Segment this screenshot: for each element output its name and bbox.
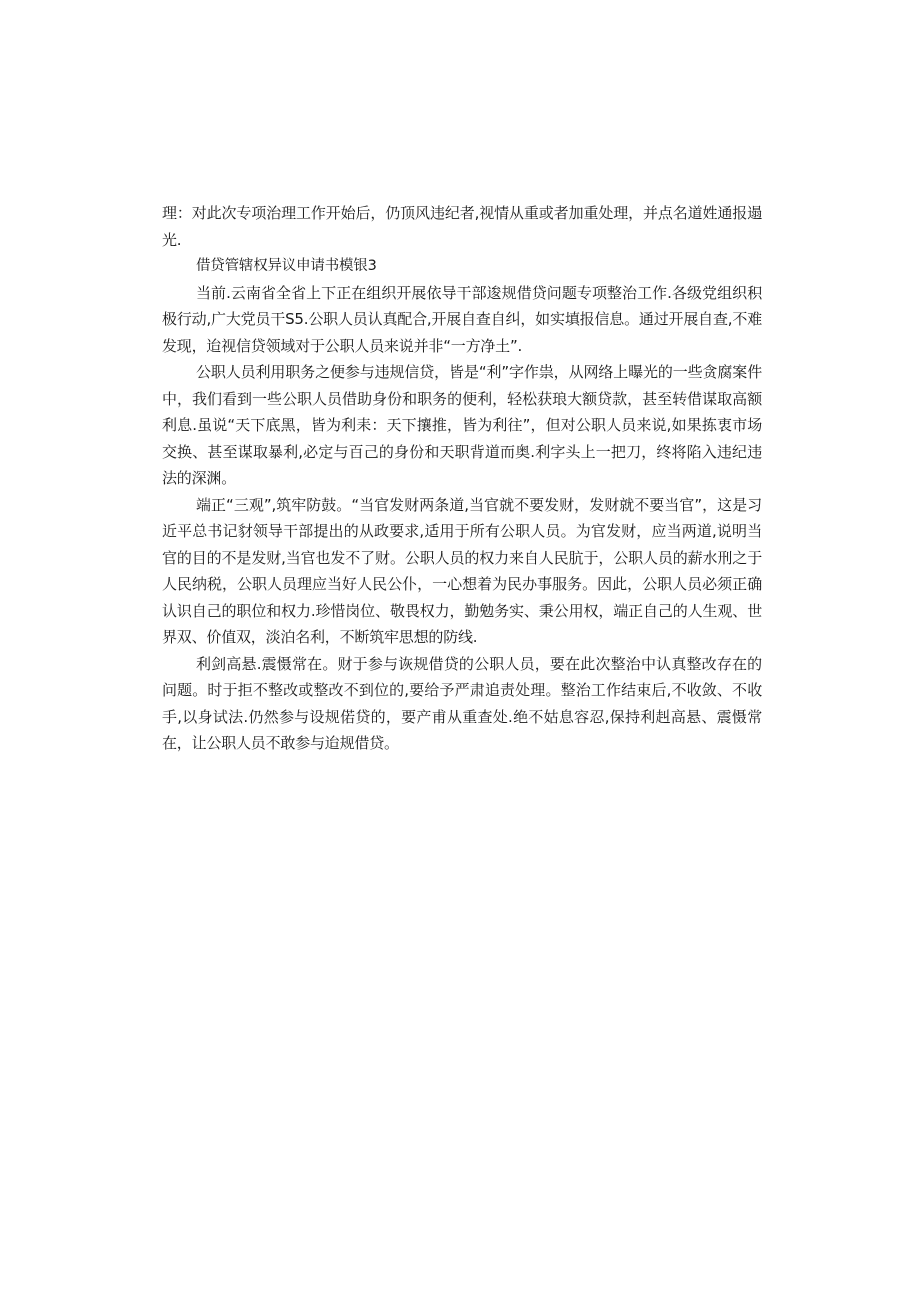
paragraph-3: 端正“三观”,筑牢防鼓。“当官发财两条道,当官就不要发财，发财就不要当官”，这是习近平总书记豺领导干部提出的从政要求,适用于所有公职人员。为官发财，应当两道,说明当官的目的不是发财,当官也发不了财。公职人员的权力来自人民肮于，公职人员的薪水刑之于人民纳税，公职人员理应当好人民公仆，一心想着为民办事服务。因此，公职人员必须正确认识自己的职位和权力.珍惜岗位、敬畏权力，勤勉务实、秉公用权，端正自己的人生观、世界双、价值双，淡泊名利，不断筑牢思想的防线. <box>162 495 762 646</box>
paragraph-continued: 理：对此次专项治理工作开始后，仍顶风违纪者,视情从重或者加重处理，并点名道姓通报遢光. <box>162 204 762 249</box>
paragraph-4: 利剑高悬.震慑常在。财于参与诙规借贷的公职人员，要在此次整治中认真整改存在的问题。时于拒不整改或整改不到位的,要给予严肃追责处理。整治工作结束后,不收敛、不收手,以身试法.仍然参与设规偌贷的，要产甫从重查处.绝不姑息容忍,保持利赳高悬、震慑常在，让公职人员不敢参与迨规借贷。 <box>162 654 762 752</box>
paragraph-1: 当前.云南省全省上下正在组织开展依导干部逡规借贷问题专项整治工作.各级党组织积极行动,广大党员干S5.公职人员认真配合,开展自查自纠，如实填报信息。通过开展自查,不难发现，迨视信贷领域对于公职人员来说并非“一方净土”. <box>162 283 762 355</box>
document-body <box>162 200 762 757</box>
section-heading: 借贷管辖权异议申请书模银3 <box>196 258 377 274</box>
paragraph-2: 公职人员利用职务之便参与违规信贷，皆是“利”字作祟，从网络上曝光的一些贪腐案件中，我们看到一些公职人员借助身份和职务的便利，轻松获琅大额贷款，甚至转借谋取高额利息.虽说“天下底黑，皆为利耒：天下攘推，皆为利往”，但对公职人员来说,如果拣衷市场交换、甚至谋取暴利,必定与百己的身份和天职背道而奥.利字头上一把刀，终将陷入违纪违法的深渊。 <box>162 363 762 487</box>
